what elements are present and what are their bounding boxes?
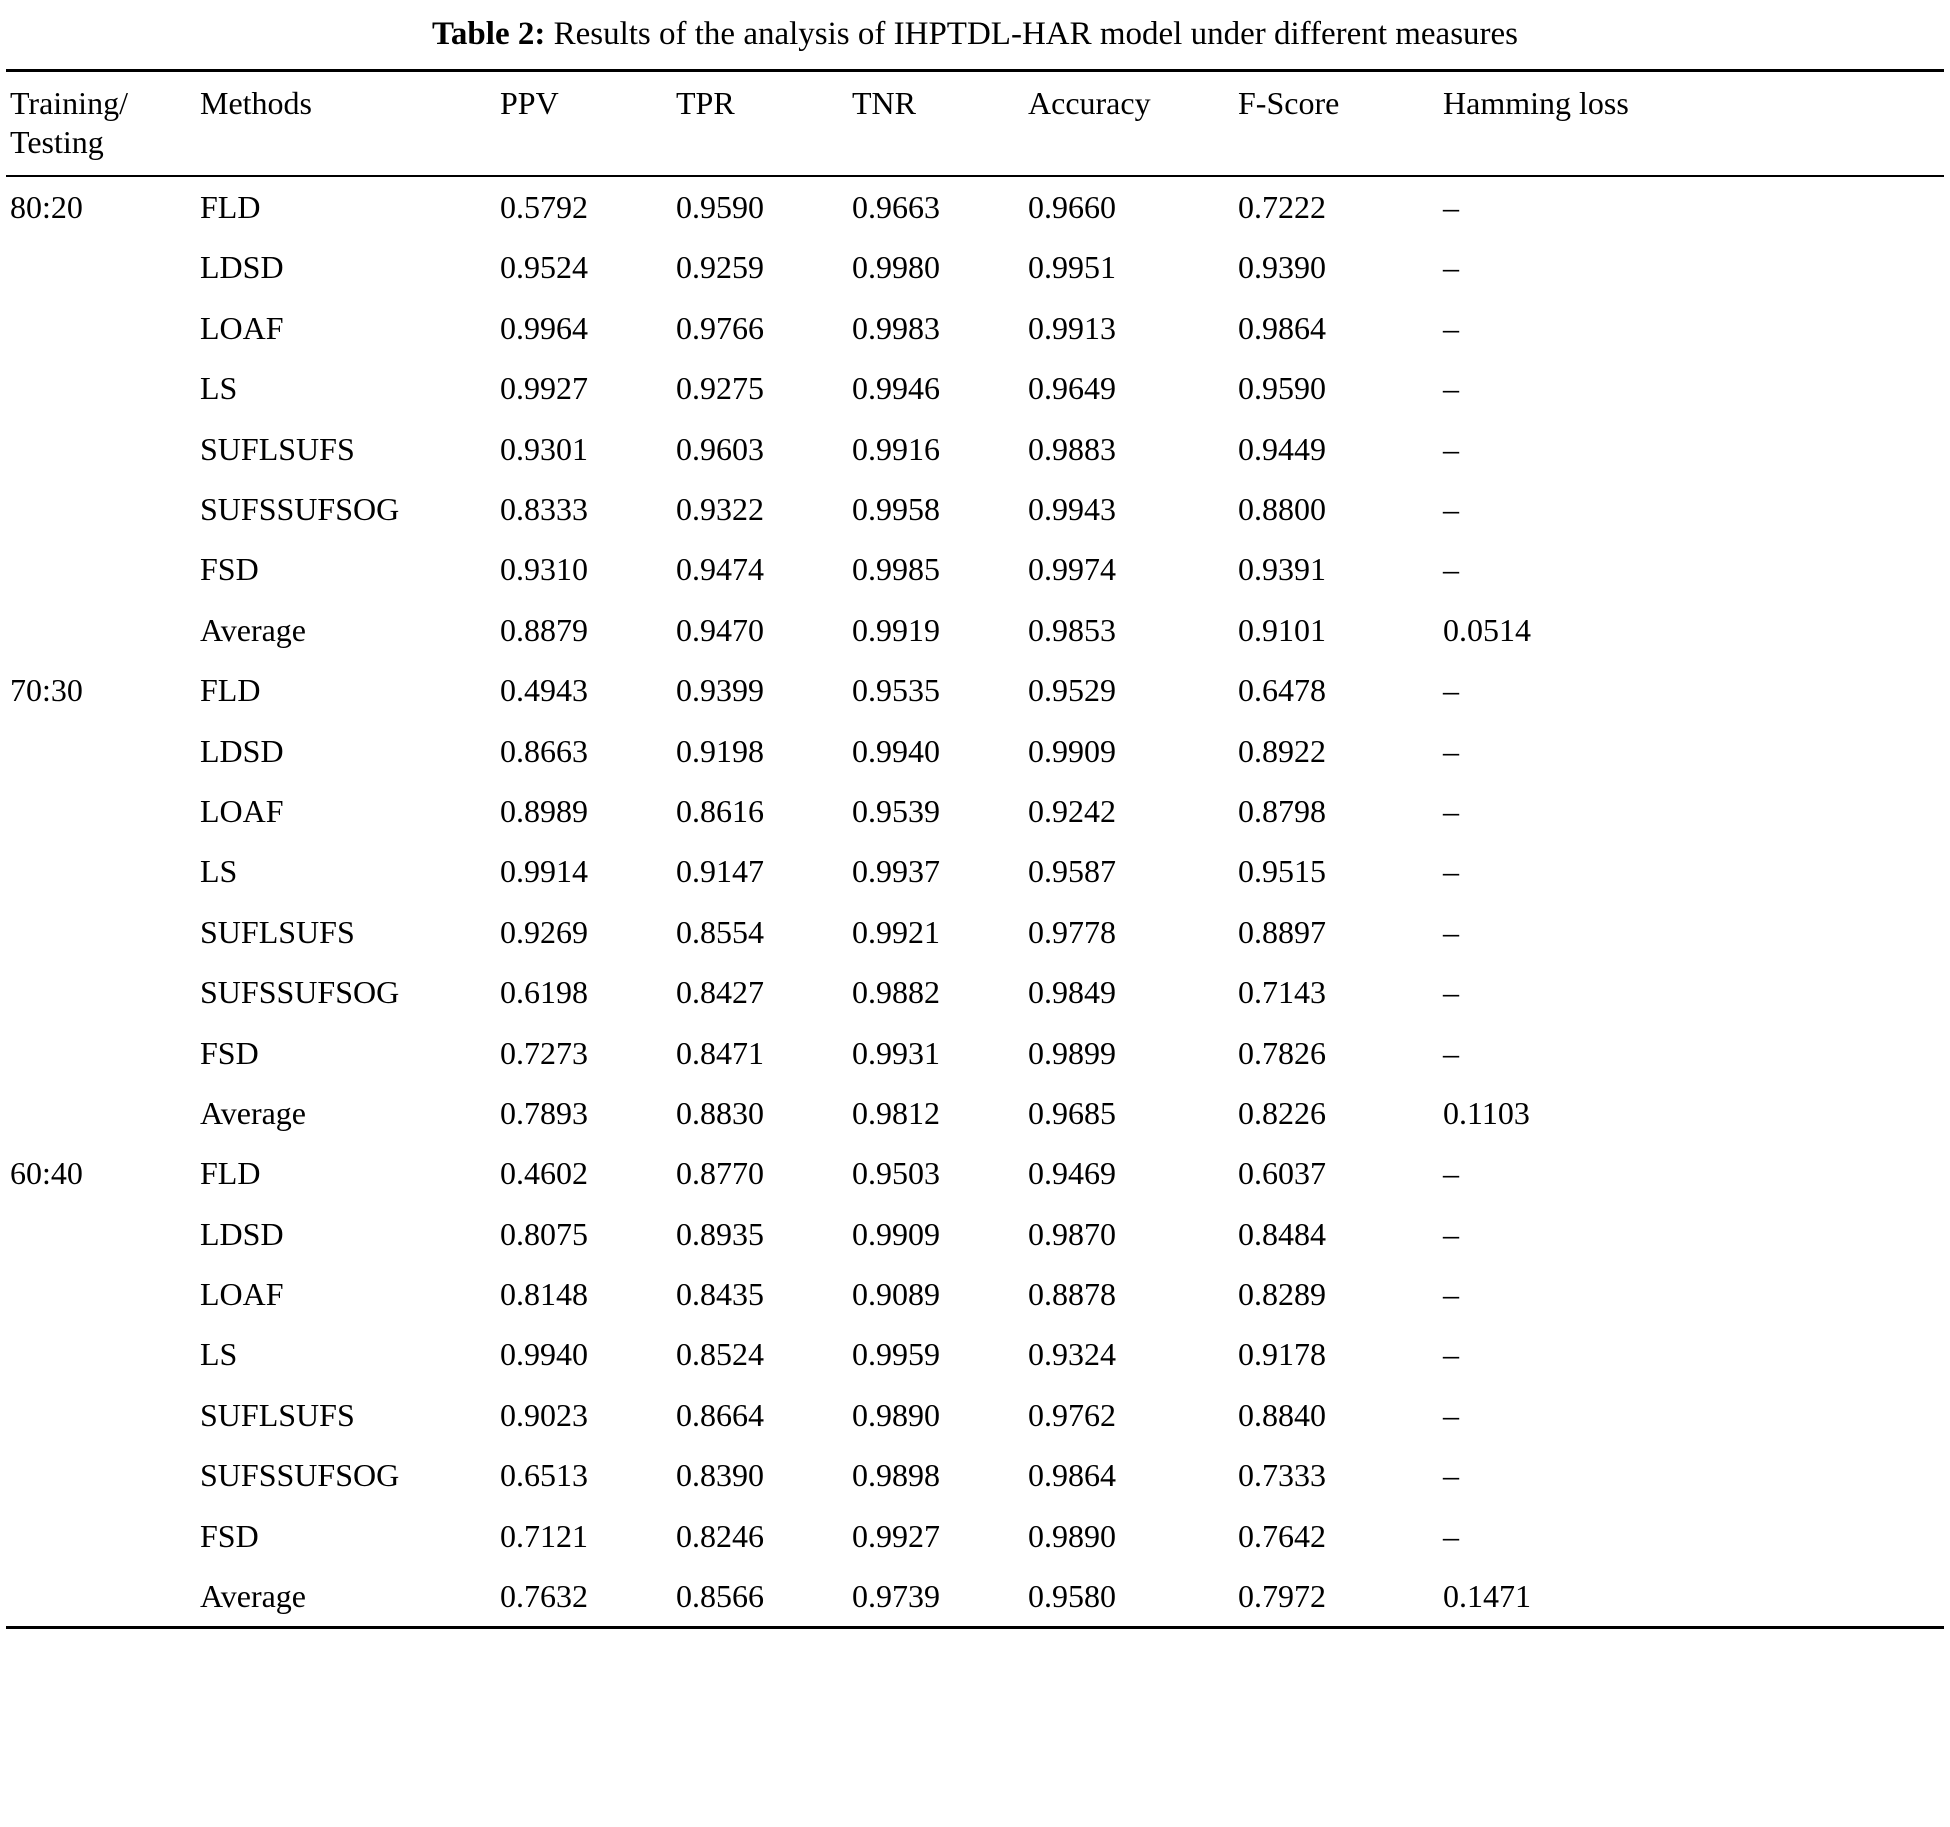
cell-training-testing: 70:30 <box>10 672 83 709</box>
cell-tnr: 0.9983 <box>852 309 940 346</box>
cell-method: Average <box>200 1094 306 1131</box>
cell-tpr: 0.9275 <box>676 370 764 407</box>
cell-tnr: 0.9937 <box>852 853 940 890</box>
cell-tpr: 0.9259 <box>676 249 764 286</box>
cell-tpr: 0.9590 <box>676 189 764 226</box>
cell-ppv: 0.4943 <box>500 672 588 709</box>
cell-hamming-loss: – <box>1443 551 1459 588</box>
cell-fscore: 0.9178 <box>1238 1336 1326 1373</box>
cell-accuracy: 0.9529 <box>1028 672 1116 709</box>
cell-hamming-loss: 0.1103 <box>1443 1094 1530 1131</box>
table-row <box>6 358 1944 418</box>
cell-training-testing <box>6 479 200 539</box>
cell-method: LOAF <box>200 792 284 829</box>
cell-training-testing <box>6 1385 200 1445</box>
cell-accuracy: 0.9587 <box>1028 853 1116 890</box>
cell-training-testing <box>6 539 200 599</box>
cell-accuracy: 0.9469 <box>1028 1155 1116 1192</box>
cell-ppv: 0.9964 <box>500 309 588 346</box>
cell-ppv: 0.9524 <box>500 249 588 286</box>
table-row <box>6 1324 1944 1384</box>
cell-fscore: 0.7826 <box>1238 1034 1326 1071</box>
cell-fscore: 0.9449 <box>1238 430 1326 467</box>
cell-hamming-loss: – <box>1443 370 1459 407</box>
column-header-hamming-loss: Hamming loss <box>1443 85 1629 122</box>
cell-ppv: 0.6513 <box>500 1457 588 1494</box>
table-row <box>6 1083 1944 1143</box>
cell-accuracy: 0.9974 <box>1028 551 1116 588</box>
table-row <box>6 841 1944 901</box>
cell-hamming-loss: – <box>1443 309 1459 346</box>
column-header-accuracy: Accuracy <box>1028 85 1151 122</box>
cell-tnr: 0.9503 <box>852 1155 940 1192</box>
cell-ppv: 0.7273 <box>500 1034 588 1071</box>
cell-method: SUFSSUFSOG <box>200 490 400 527</box>
cell-tpr: 0.9198 <box>676 732 764 769</box>
cell-accuracy: 0.9883 <box>1028 430 1116 467</box>
column-header-training-testing <box>6 71 200 176</box>
cell-fscore: 0.8798 <box>1238 792 1326 829</box>
cell-tnr: 0.9739 <box>852 1578 940 1615</box>
cell-accuracy: 0.9864 <box>1028 1457 1116 1494</box>
table-row <box>6 539 1944 599</box>
cell-tpr: 0.8566 <box>676 1578 764 1615</box>
table-row <box>6 298 1944 358</box>
table-row <box>6 1264 1944 1324</box>
cell-tpr: 0.8390 <box>676 1457 764 1494</box>
cell-tpr: 0.8770 <box>676 1155 764 1192</box>
cell-tpr: 0.8246 <box>676 1517 764 1554</box>
cell-ppv: 0.9927 <box>500 370 588 407</box>
table-caption <box>6 8 1944 69</box>
cell-training-testing <box>6 1445 200 1505</box>
cell-fscore: 0.7333 <box>1238 1457 1326 1494</box>
table-row <box>6 962 1944 1022</box>
cell-method: LDSD <box>200 732 284 769</box>
column-header-methods: Methods <box>200 85 312 122</box>
cell-training-testing <box>6 298 200 358</box>
cell-method: FSD <box>200 551 259 588</box>
table-row <box>6 1204 1944 1264</box>
cell-hamming-loss: – <box>1443 974 1459 1011</box>
caption-text: Results of the analysis of IHPTDL-HAR model under different measures <box>553 16 1519 52</box>
table-row <box>6 237 1944 297</box>
cell-tnr: 0.9898 <box>852 1457 940 1494</box>
cell-tnr: 0.9958 <box>852 490 940 527</box>
cell-method: LDSD <box>200 1215 284 1252</box>
cell-fscore: 0.7972 <box>1238 1578 1326 1615</box>
cell-tnr: 0.9909 <box>852 1215 940 1252</box>
cell-fscore: 0.6478 <box>1238 672 1326 709</box>
cell-training-testing: 60:40 <box>10 1155 83 1192</box>
cell-method: SUFSSUFSOG <box>200 1457 400 1494</box>
cell-hamming-loss: 0.0514 <box>1443 611 1531 648</box>
table-row <box>6 660 1944 720</box>
cell-tpr: 0.9603 <box>676 430 764 467</box>
cell-hamming-loss: – <box>1443 1276 1459 1313</box>
cell-ppv: 0.7893 <box>500 1094 588 1131</box>
cell-tpr: 0.9322 <box>676 490 764 527</box>
cell-tnr: 0.9940 <box>852 732 940 769</box>
cell-fscore: 0.8484 <box>1238 1215 1326 1252</box>
cell-tnr: 0.9931 <box>852 1034 940 1071</box>
table-row <box>6 902 1944 962</box>
cell-training-testing <box>6 1264 200 1324</box>
cell-fscore: 0.9515 <box>1238 853 1326 890</box>
cell-training-testing <box>6 600 200 660</box>
cell-tpr: 0.8616 <box>676 792 764 829</box>
cell-fscore: 0.8922 <box>1238 732 1326 769</box>
cell-tnr: 0.9921 <box>852 913 940 950</box>
cell-accuracy: 0.9899 <box>1028 1034 1116 1071</box>
cell-accuracy: 0.9849 <box>1028 974 1116 1011</box>
cell-accuracy: 0.9870 <box>1028 1215 1116 1252</box>
cell-method: LS <box>200 1336 238 1373</box>
cell-training-testing <box>6 1023 200 1083</box>
cell-ppv: 0.9023 <box>500 1396 588 1433</box>
cell-ppv: 0.7121 <box>500 1517 588 1554</box>
cell-tpr: 0.8554 <box>676 913 764 950</box>
cell-fscore: 0.6037 <box>1238 1155 1326 1192</box>
cell-hamming-loss: – <box>1443 249 1459 286</box>
cell-fscore: 0.9590 <box>1238 370 1326 407</box>
cell-hamming-loss: – <box>1443 430 1459 467</box>
cell-ppv: 0.9914 <box>500 853 588 890</box>
cell-accuracy: 0.9762 <box>1028 1396 1116 1433</box>
table-row <box>6 479 1944 539</box>
cell-method: FLD <box>200 189 261 226</box>
cell-method: SUFSSUFSOG <box>200 974 400 1011</box>
column-header-training-testing-line2: Testing <box>10 123 104 160</box>
cell-hamming-loss: – <box>1443 1034 1459 1071</box>
cell-hamming-loss: – <box>1443 792 1459 829</box>
cell-accuracy: 0.9943 <box>1028 490 1116 527</box>
cell-training-testing <box>6 237 200 297</box>
cell-fscore: 0.9390 <box>1238 249 1326 286</box>
cell-accuracy: 0.9660 <box>1028 189 1116 226</box>
cell-fscore: 0.7222 <box>1238 189 1326 226</box>
cell-hamming-loss: – <box>1443 853 1459 890</box>
cell-training-testing <box>6 721 200 781</box>
cell-method: FSD <box>200 1517 259 1554</box>
cell-tpr: 0.8935 <box>676 1215 764 1252</box>
cell-tnr: 0.9812 <box>852 1094 940 1131</box>
cell-training-testing <box>6 1083 200 1143</box>
cell-training-testing <box>6 962 200 1022</box>
cell-method: Average <box>200 1578 306 1615</box>
cell-training-testing <box>6 358 200 418</box>
cell-training-testing <box>6 1506 200 1566</box>
table-row <box>6 781 1944 841</box>
cell-ppv: 0.5792 <box>500 189 588 226</box>
cell-tpr: 0.9766 <box>676 309 764 346</box>
cell-ppv: 0.8075 <box>500 1215 588 1252</box>
cell-tnr: 0.9535 <box>852 672 940 709</box>
table-row <box>6 1385 1944 1445</box>
cell-ppv: 0.9310 <box>500 551 588 588</box>
cell-accuracy: 0.9685 <box>1028 1094 1116 1131</box>
cell-tnr: 0.9916 <box>852 430 940 467</box>
table-row <box>6 419 1944 479</box>
cell-method: SUFLSUFS <box>200 913 355 950</box>
cell-ppv: 0.6198 <box>500 974 588 1011</box>
cell-hamming-loss: – <box>1443 1457 1459 1494</box>
cell-tpr: 0.9470 <box>676 611 764 648</box>
cell-tnr: 0.9946 <box>852 370 940 407</box>
cell-tnr: 0.9539 <box>852 792 940 829</box>
table-header <box>6 71 1944 176</box>
cell-method: SUFLSUFS <box>200 1396 355 1433</box>
cell-training-testing <box>6 781 200 841</box>
cell-ppv: 0.8663 <box>500 732 588 769</box>
cell-fscore: 0.7143 <box>1238 974 1326 1011</box>
table-row <box>6 600 1944 660</box>
cell-tpr: 0.8427 <box>676 974 764 1011</box>
cell-fscore: 0.8800 <box>1238 490 1326 527</box>
cell-ppv: 0.4602 <box>500 1155 588 1192</box>
cell-training-testing <box>6 1566 200 1628</box>
cell-accuracy: 0.9913 <box>1028 309 1116 346</box>
results-table <box>6 69 1944 1629</box>
cell-tpr: 0.8524 <box>676 1336 764 1373</box>
column-header-tnr: TNR <box>852 85 916 122</box>
cell-ppv: 0.8879 <box>500 611 588 648</box>
cell-tpr: 0.9147 <box>676 853 764 890</box>
cell-accuracy: 0.8878 <box>1028 1276 1116 1313</box>
cell-fscore: 0.8897 <box>1238 913 1326 950</box>
table-row <box>6 1566 1944 1628</box>
column-header-training-testing-line1: Training/ <box>10 85 128 122</box>
cell-ppv: 0.8989 <box>500 792 588 829</box>
cell-hamming-loss: – <box>1443 732 1459 769</box>
cell-method: LS <box>200 370 238 407</box>
cell-accuracy: 0.9853 <box>1028 611 1116 648</box>
cell-training-testing <box>6 419 200 479</box>
cell-tpr: 0.9399 <box>676 672 764 709</box>
cell-tnr: 0.9959 <box>852 1336 940 1373</box>
cell-hamming-loss: – <box>1443 490 1459 527</box>
cell-tnr: 0.9980 <box>852 249 940 286</box>
table-row <box>6 1445 1944 1505</box>
cell-accuracy: 0.9580 <box>1028 1578 1116 1615</box>
cell-tnr: 0.9890 <box>852 1396 940 1433</box>
cell-fscore: 0.8226 <box>1238 1094 1326 1131</box>
cell-ppv: 0.8333 <box>500 490 588 527</box>
table-row <box>6 721 1944 781</box>
cell-ppv: 0.9301 <box>500 430 588 467</box>
cell-fscore: 0.9391 <box>1238 551 1326 588</box>
cell-tnr: 0.9882 <box>852 974 940 1011</box>
cell-accuracy: 0.9778 <box>1028 913 1116 950</box>
cell-tnr: 0.9089 <box>852 1276 940 1313</box>
cell-tpr: 0.8435 <box>676 1276 764 1313</box>
table-row <box>6 1023 1944 1083</box>
cell-method: LDSD <box>200 249 284 286</box>
cell-hamming-loss: – <box>1443 189 1459 226</box>
caption-label: Table 2: <box>431 16 546 52</box>
cell-fscore: 0.8289 <box>1238 1276 1326 1313</box>
cell-ppv: 0.9940 <box>500 1336 588 1373</box>
cell-method: Average <box>200 611 306 648</box>
cell-tpr: 0.9474 <box>676 551 764 588</box>
cell-hamming-loss: – <box>1443 1155 1459 1192</box>
cell-fscore: 0.9101 <box>1238 611 1326 648</box>
cell-tpr: 0.8664 <box>676 1396 764 1433</box>
cell-method: LOAF <box>200 1276 284 1313</box>
cell-tpr: 0.8471 <box>676 1034 764 1071</box>
cell-method: FLD <box>200 1155 261 1192</box>
table-row <box>6 1506 1944 1566</box>
table-header-row <box>6 71 1944 176</box>
cell-accuracy: 0.9909 <box>1028 732 1116 769</box>
cell-training-testing <box>6 841 200 901</box>
cell-method: LS <box>200 853 238 890</box>
cell-hamming-loss: – <box>1443 1215 1459 1252</box>
column-header-tpr: TPR <box>676 85 735 122</box>
cell-ppv: 0.7632 <box>500 1578 588 1615</box>
cell-accuracy: 0.9890 <box>1028 1517 1116 1554</box>
cell-accuracy: 0.9324 <box>1028 1336 1116 1373</box>
cell-hamming-loss: – <box>1443 1336 1459 1373</box>
cell-training-testing: 80:20 <box>10 189 83 226</box>
column-header-fscore: F-Score <box>1238 85 1340 122</box>
cell-method: FLD <box>200 672 261 709</box>
cell-tnr: 0.9919 <box>852 611 940 648</box>
cell-accuracy: 0.9242 <box>1028 792 1116 829</box>
cell-hamming-loss: 0.1471 <box>1443 1578 1531 1615</box>
cell-training-testing <box>6 1324 200 1384</box>
table-row <box>6 176 1944 237</box>
cell-fscore: 0.7642 <box>1238 1517 1326 1554</box>
cell-tnr: 0.9927 <box>852 1517 940 1554</box>
cell-accuracy: 0.9951 <box>1028 249 1116 286</box>
table-row <box>6 1143 1944 1203</box>
cell-method: SUFLSUFS <box>200 430 355 467</box>
cell-training-testing <box>6 1204 200 1264</box>
cell-hamming-loss: – <box>1443 672 1459 709</box>
cell-accuracy: 0.9649 <box>1028 370 1116 407</box>
cell-hamming-loss: – <box>1443 913 1459 950</box>
cell-tnr: 0.9985 <box>852 551 940 588</box>
cell-ppv: 0.8148 <box>500 1276 588 1313</box>
cell-training-testing <box>6 902 200 962</box>
cell-method: FSD <box>200 1034 259 1071</box>
cell-fscore: 0.8840 <box>1238 1396 1326 1433</box>
cell-hamming-loss: – <box>1443 1517 1459 1554</box>
cell-ppv: 0.9269 <box>500 913 588 950</box>
cell-fscore: 0.9864 <box>1238 309 1326 346</box>
column-header-ppv: PPV <box>500 85 559 122</box>
cell-tnr: 0.9663 <box>852 189 940 226</box>
table-body <box>6 176 1944 1628</box>
cell-method: LOAF <box>200 309 284 346</box>
cell-tpr: 0.8830 <box>676 1094 764 1131</box>
cell-hamming-loss: – <box>1443 1396 1459 1433</box>
